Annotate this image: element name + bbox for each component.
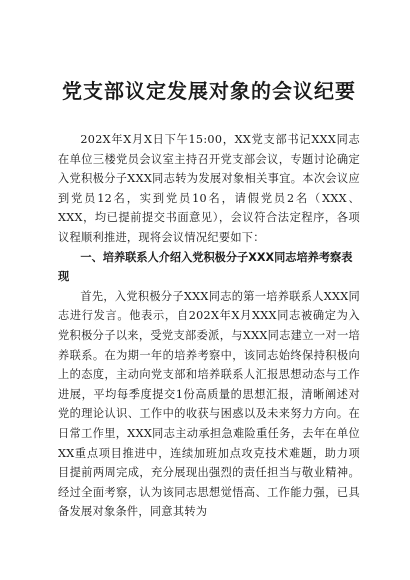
section-1-paragraph: 首先，入党积极分子XXX同志的第一培养联系人XXX同志进行发言。他表示，自202X年X月XXX同志被确定为入党积极分子以来，受党支部委派，与XXX同志建立一对一培养联系。在为期一年的培养考察中，该同志始终保持积极向上的态度，主动向党支部和培养联系人汇报思想动态与工作进展，平均每季度提交1份高质量的思想汇报，清晰阐述对党的理论认识、工作中的收获与困惑以及未来努力方向。在日常工作里，XXX同志主动承担急难险重任务，去年在单位XX重点项目推进中，连续加班加点攻克技术难题，助力项目提前两周完成，充分展现出强烈的责任担当与敬业精神。经过全面考察，认为该同志思想觉悟高、工作能力强，已具备发展对象条件，同意其转为: [58, 289, 360, 519]
document-title: 党支部议定发展对象的会议纪要: [62, 79, 356, 103]
intro-paragraph: 202X年X月X日下午15:00，XX党支部书记XXX同志在单位三楼党员会议室主持召开党支部会议，专题讨论确定入党积极分子XXX同志转为发展对象相关事宜。本次会议应到党员12名，实到党员10名，请假党员2名（XXX、XXX，均已提前提交书面意见），会议符合法定程序，各项议程顺利推进，现将会议情况纪要如下：: [58, 133, 360, 244]
section-heading-1: 一、培养联系人介绍入党积极分子XXX同志培养考察表现: [58, 250, 353, 284]
document-body: [58, 130, 360, 522]
